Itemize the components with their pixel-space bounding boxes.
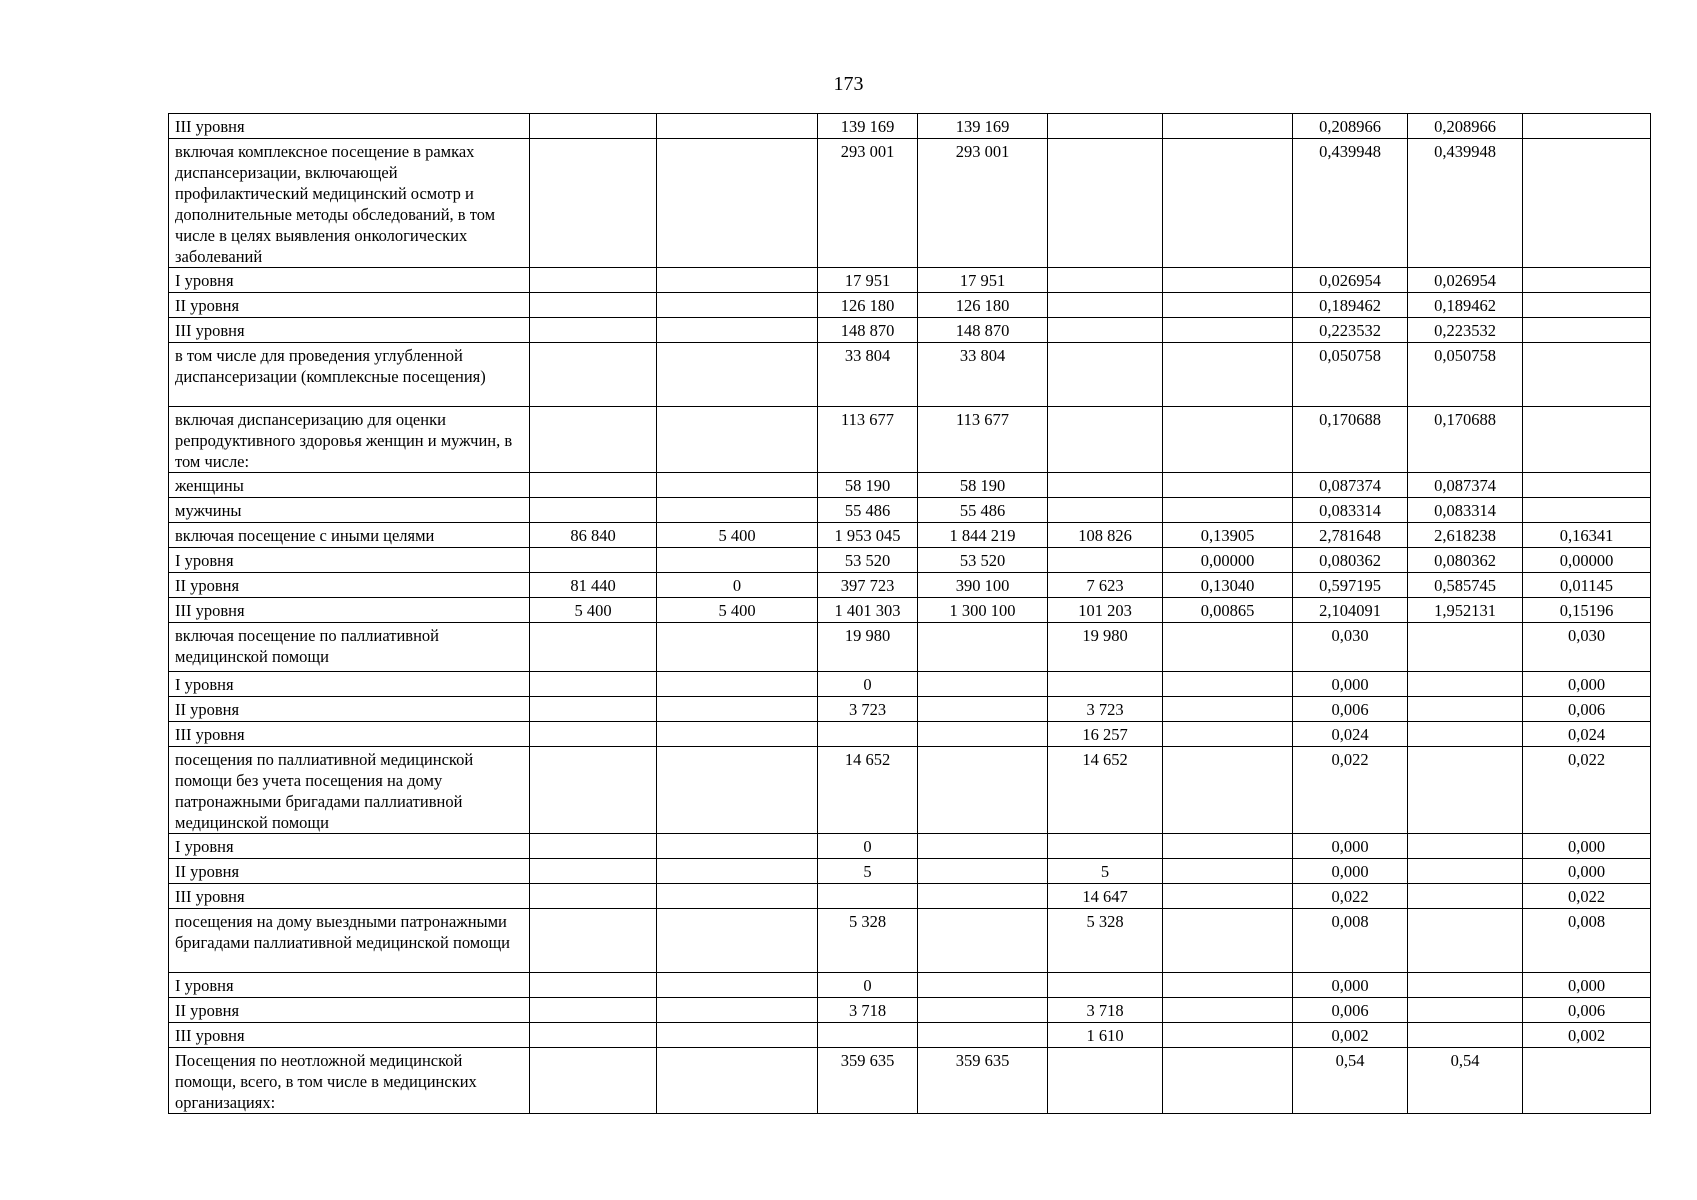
- cell-c7: 0,208966: [1293, 114, 1408, 139]
- cell-c5: [1048, 343, 1163, 407]
- cell-c1: [530, 859, 657, 884]
- cell-c8: 0,223532: [1408, 318, 1523, 343]
- row-label: включая посещение с иными целями: [169, 523, 530, 548]
- cell-c1: [530, 834, 657, 859]
- cell-c2: [657, 859, 818, 884]
- cell-c4: 390 100: [918, 573, 1048, 598]
- cell-c4: [918, 909, 1048, 973]
- cell-c7: 0,170688: [1293, 407, 1408, 473]
- cell-c2: [657, 343, 818, 407]
- cell-c7: 0,54: [1293, 1048, 1408, 1114]
- cell-c3: 139 169: [818, 114, 918, 139]
- cell-c5: [1048, 473, 1163, 498]
- cell-c3: 19 980: [818, 623, 918, 672]
- cell-c7: 0,087374: [1293, 473, 1408, 498]
- row-label: II уровня: [169, 859, 530, 884]
- cell-c8: [1408, 909, 1523, 973]
- cell-c8: [1408, 623, 1523, 672]
- cell-c5: 14 652: [1048, 747, 1163, 834]
- table-row: [169, 973, 1651, 998]
- cell-c8: 0,087374: [1408, 473, 1523, 498]
- cell-c1: [530, 139, 657, 268]
- cell-c9: [1523, 1048, 1651, 1114]
- cell-c8: 0,208966: [1408, 114, 1523, 139]
- cell-c9: 0,00000: [1523, 548, 1651, 573]
- cell-c7: 2,104091: [1293, 598, 1408, 623]
- cell-c4: [918, 697, 1048, 722]
- cell-c9: 0,000: [1523, 859, 1651, 884]
- cell-c5: 3 723: [1048, 697, 1163, 722]
- cell-c1: 5 400: [530, 598, 657, 623]
- cell-c4: [918, 834, 1048, 859]
- cell-c8: 0,54: [1408, 1048, 1523, 1114]
- cell-c6: 0,00865: [1163, 598, 1293, 623]
- row-label: I уровня: [169, 548, 530, 573]
- cell-c2: 0: [657, 573, 818, 598]
- cell-c9: [1523, 318, 1651, 343]
- cell-c9: [1523, 473, 1651, 498]
- cell-c7: 0,000: [1293, 859, 1408, 884]
- cell-c7: 0,006: [1293, 998, 1408, 1023]
- cell-c2: [657, 998, 818, 1023]
- cell-c4: 139 169: [918, 114, 1048, 139]
- cell-c4: 113 677: [918, 407, 1048, 473]
- cell-c9: 0,01145: [1523, 573, 1651, 598]
- cell-c4: [918, 973, 1048, 998]
- table-row: [169, 1023, 1651, 1048]
- cell-c3: 113 677: [818, 407, 918, 473]
- cell-c3: [818, 884, 918, 909]
- cell-c6: [1163, 1048, 1293, 1114]
- cell-c3: 5 328: [818, 909, 918, 973]
- cell-c3: [818, 722, 918, 747]
- cell-c3: 148 870: [818, 318, 918, 343]
- cell-c4: [918, 747, 1048, 834]
- cell-c5: [1048, 672, 1163, 697]
- row-label: включая посещение по паллиативной медицинской помощи: [169, 623, 530, 672]
- cell-c7: 0,223532: [1293, 318, 1408, 343]
- cell-c2: [657, 1048, 818, 1114]
- page-number: 173: [833, 73, 864, 95]
- cell-c8: [1408, 697, 1523, 722]
- row-label: посещения на дому выездными патронажными бригадами паллиативной медицинской помощи: [169, 909, 530, 973]
- table-row: [169, 834, 1651, 859]
- cell-c8: [1408, 884, 1523, 909]
- cell-c2: [657, 498, 818, 523]
- cell-c5: [1048, 548, 1163, 573]
- table-row: [169, 114, 1651, 139]
- row-label: III уровня: [169, 114, 530, 139]
- table-row: [169, 623, 1651, 672]
- row-label: включая комплексное посещение в рамках диспансеризации, включающей профилактический медицинский осмотр и дополнительные методы обследований, в том числе в целях выявления онкологических заболеваний: [169, 139, 530, 268]
- cell-c9: 0,022: [1523, 884, 1651, 909]
- cell-c8: 2,618238: [1408, 523, 1523, 548]
- cell-c9: 0,15196: [1523, 598, 1651, 623]
- cell-c2: [657, 293, 818, 318]
- row-label: II уровня: [169, 573, 530, 598]
- cell-c8: [1408, 672, 1523, 697]
- cell-c5: 14 647: [1048, 884, 1163, 909]
- cell-c6: [1163, 343, 1293, 407]
- cell-c2: 5 400: [657, 523, 818, 548]
- cell-c7: 0,439948: [1293, 139, 1408, 268]
- cell-c8: [1408, 973, 1523, 998]
- row-label: III уровня: [169, 722, 530, 747]
- row-label: в том числе для проведения углубленной диспансеризации (комплексные посещения): [169, 343, 530, 407]
- cell-c2: [657, 139, 818, 268]
- cell-c4: [918, 859, 1048, 884]
- cell-c1: [530, 998, 657, 1023]
- cell-c5: [1048, 139, 1163, 268]
- cell-c5: 5 328: [1048, 909, 1163, 973]
- cell-c9: 0,002: [1523, 1023, 1651, 1048]
- table-row: [169, 998, 1651, 1023]
- table-row: [169, 697, 1651, 722]
- cell-c6: [1163, 884, 1293, 909]
- cell-c3: 3 718: [818, 998, 918, 1023]
- cell-c5: 16 257: [1048, 722, 1163, 747]
- cell-c9: [1523, 293, 1651, 318]
- cell-c3: 53 520: [818, 548, 918, 573]
- cell-c3: 0: [818, 834, 918, 859]
- table-row: [169, 722, 1651, 747]
- cell-c1: [530, 548, 657, 573]
- cell-c2: [657, 1023, 818, 1048]
- row-label: III уровня: [169, 318, 530, 343]
- table-body: [169, 114, 1651, 1114]
- table-row: [169, 747, 1651, 834]
- cell-c3: 126 180: [818, 293, 918, 318]
- cell-c9: [1523, 139, 1651, 268]
- cell-c9: [1523, 407, 1651, 473]
- row-label: III уровня: [169, 884, 530, 909]
- cell-c5: 108 826: [1048, 523, 1163, 548]
- cell-c7: 0,050758: [1293, 343, 1408, 407]
- cell-c6: [1163, 672, 1293, 697]
- cell-c4: 17 951: [918, 268, 1048, 293]
- cell-c3: 1 953 045: [818, 523, 918, 548]
- table-row: [169, 909, 1651, 973]
- cell-c7: 2,781648: [1293, 523, 1408, 548]
- cell-c8: 0,050758: [1408, 343, 1523, 407]
- cell-c3: 5: [818, 859, 918, 884]
- cell-c8: 0,585745: [1408, 573, 1523, 598]
- cell-c1: [530, 973, 657, 998]
- cell-c1: [530, 473, 657, 498]
- cell-c2: [657, 884, 818, 909]
- cell-c8: [1408, 1023, 1523, 1048]
- cell-c5: [1048, 318, 1163, 343]
- cell-c6: [1163, 318, 1293, 343]
- cell-c8: 0,170688: [1408, 407, 1523, 473]
- cell-c6: [1163, 909, 1293, 973]
- table-row: [169, 318, 1651, 343]
- cell-c1: [530, 672, 657, 697]
- row-label: II уровня: [169, 293, 530, 318]
- cell-c1: [530, 1023, 657, 1048]
- cell-c6: [1163, 139, 1293, 268]
- cell-c1: 81 440: [530, 573, 657, 598]
- cell-c4: 126 180: [918, 293, 1048, 318]
- table-row: [169, 859, 1651, 884]
- cell-c9: [1523, 114, 1651, 139]
- cell-c8: 0,439948: [1408, 139, 1523, 268]
- row-label: включая диспансеризацию для оценки репродуктивного здоровья женщин и мужчин, в том числе:: [169, 407, 530, 473]
- cell-c7: 0,008: [1293, 909, 1408, 973]
- cell-c5: 101 203: [1048, 598, 1163, 623]
- cell-c2: [657, 973, 818, 998]
- cell-c4: 359 635: [918, 1048, 1048, 1114]
- cell-c3: 33 804: [818, 343, 918, 407]
- cell-c2: [657, 548, 818, 573]
- cell-c3: 3 723: [818, 697, 918, 722]
- cell-c6: [1163, 697, 1293, 722]
- cell-c2: [657, 268, 818, 293]
- cell-c6: [1163, 973, 1293, 998]
- cell-c6: [1163, 722, 1293, 747]
- cell-c5: [1048, 973, 1163, 998]
- cell-c9: [1523, 268, 1651, 293]
- cell-c2: [657, 473, 818, 498]
- cell-c7: 0,024: [1293, 722, 1408, 747]
- cell-c5: [1048, 1048, 1163, 1114]
- row-label: Посещения по неотложной медицинской помощи, всего, в том числе в медицинских организациях:: [169, 1048, 530, 1114]
- cell-c2: [657, 114, 818, 139]
- cell-c9: [1523, 343, 1651, 407]
- cell-c5: 19 980: [1048, 623, 1163, 672]
- cell-c1: [530, 884, 657, 909]
- cell-c7: 0,026954: [1293, 268, 1408, 293]
- cell-c7: 0,000: [1293, 672, 1408, 697]
- table-row: [169, 498, 1651, 523]
- row-label: III уровня: [169, 1023, 530, 1048]
- cell-c7: 0,022: [1293, 884, 1408, 909]
- cell-c2: [657, 697, 818, 722]
- cell-c6: [1163, 998, 1293, 1023]
- cell-c2: [657, 747, 818, 834]
- cell-c9: 0,000: [1523, 834, 1651, 859]
- cell-c8: 0,189462: [1408, 293, 1523, 318]
- cell-c2: [657, 672, 818, 697]
- cell-c8: 0,080362: [1408, 548, 1523, 573]
- cell-c1: [530, 318, 657, 343]
- table-row: [169, 407, 1651, 473]
- row-label: I уровня: [169, 834, 530, 859]
- data-table: [168, 113, 1651, 1114]
- table-row: [169, 523, 1651, 548]
- cell-c3: 0: [818, 672, 918, 697]
- row-label: I уровня: [169, 973, 530, 998]
- row-label: III уровня: [169, 598, 530, 623]
- cell-c6: [1163, 407, 1293, 473]
- cell-c3: [818, 1023, 918, 1048]
- cell-c1: [530, 722, 657, 747]
- cell-c7: 0,030: [1293, 623, 1408, 672]
- cell-c5: 7 623: [1048, 573, 1163, 598]
- cell-c8: [1408, 722, 1523, 747]
- cell-c6: [1163, 859, 1293, 884]
- cell-c8: 0,026954: [1408, 268, 1523, 293]
- cell-c9: 0,006: [1523, 998, 1651, 1023]
- cell-c1: [530, 407, 657, 473]
- cell-c4: 58 190: [918, 473, 1048, 498]
- cell-c7: 0,189462: [1293, 293, 1408, 318]
- cell-c5: [1048, 407, 1163, 473]
- cell-c9: 0,000: [1523, 672, 1651, 697]
- cell-c1: 86 840: [530, 523, 657, 548]
- cell-c1: [530, 268, 657, 293]
- row-label: II уровня: [169, 998, 530, 1023]
- cell-c4: 53 520: [918, 548, 1048, 573]
- cell-c8: 0,083314: [1408, 498, 1523, 523]
- cell-c6: [1163, 498, 1293, 523]
- table-row: [169, 1048, 1651, 1114]
- cell-c7: 0,597195: [1293, 573, 1408, 598]
- cell-c1: [530, 498, 657, 523]
- cell-c4: 55 486: [918, 498, 1048, 523]
- cell-c4: [918, 623, 1048, 672]
- table-row: [169, 598, 1651, 623]
- cell-c3: 58 190: [818, 473, 918, 498]
- cell-c1: [530, 1048, 657, 1114]
- cell-c9: 0,008: [1523, 909, 1651, 973]
- table-row: [169, 293, 1651, 318]
- table-row: [169, 139, 1651, 268]
- cell-c2: [657, 722, 818, 747]
- cell-c1: [530, 293, 657, 318]
- cell-c3: 1 401 303: [818, 598, 918, 623]
- row-label: женщины: [169, 473, 530, 498]
- cell-c9: 0,030: [1523, 623, 1651, 672]
- cell-c6: [1163, 834, 1293, 859]
- cell-c9: 0,16341: [1523, 523, 1651, 548]
- cell-c6: 0,13905: [1163, 523, 1293, 548]
- cell-c3: 293 001: [818, 139, 918, 268]
- cell-c8: 1,952131: [1408, 598, 1523, 623]
- cell-c3: 359 635: [818, 1048, 918, 1114]
- table-row: [169, 573, 1651, 598]
- cell-c7: 0,002: [1293, 1023, 1408, 1048]
- cell-c9: 0,024: [1523, 722, 1651, 747]
- cell-c6: [1163, 747, 1293, 834]
- row-label: посещения по паллиативной медицинской помощи без учета посещения на дому патронажными бригадами паллиативной медицинской помощи: [169, 747, 530, 834]
- cell-c6: [1163, 473, 1293, 498]
- cell-c5: [1048, 834, 1163, 859]
- cell-c9: 0,006: [1523, 697, 1651, 722]
- cell-c7: 0,000: [1293, 973, 1408, 998]
- cell-c7: 0,022: [1293, 747, 1408, 834]
- table-row: [169, 473, 1651, 498]
- cell-c9: [1523, 498, 1651, 523]
- cell-c3: 55 486: [818, 498, 918, 523]
- cell-c1: [530, 623, 657, 672]
- cell-c6: [1163, 623, 1293, 672]
- cell-c4: [918, 884, 1048, 909]
- cell-c1: [530, 747, 657, 834]
- cell-c6: [1163, 114, 1293, 139]
- table-row: [169, 672, 1651, 697]
- cell-c9: 0,000: [1523, 973, 1651, 998]
- cell-c4: [918, 998, 1048, 1023]
- table-row: [169, 548, 1651, 573]
- table-row: [169, 268, 1651, 293]
- cell-c7: 0,083314: [1293, 498, 1408, 523]
- cell-c1: [530, 343, 657, 407]
- row-label: I уровня: [169, 672, 530, 697]
- cell-c2: 5 400: [657, 598, 818, 623]
- row-label: мужчины: [169, 498, 530, 523]
- cell-c5: [1048, 114, 1163, 139]
- cell-c5: [1048, 268, 1163, 293]
- cell-c5: [1048, 498, 1163, 523]
- cell-c1: [530, 697, 657, 722]
- cell-c7: 0,006: [1293, 697, 1408, 722]
- cell-c5: 3 718: [1048, 998, 1163, 1023]
- table-row: [169, 343, 1651, 407]
- cell-c2: [657, 909, 818, 973]
- cell-c1: [530, 909, 657, 973]
- cell-c3: 14 652: [818, 747, 918, 834]
- cell-c9: 0,022: [1523, 747, 1651, 834]
- cell-c2: [657, 407, 818, 473]
- cell-c8: [1408, 998, 1523, 1023]
- cell-c6: [1163, 1023, 1293, 1048]
- cell-c4: 1 844 219: [918, 523, 1048, 548]
- cell-c8: [1408, 859, 1523, 884]
- cell-c8: [1408, 834, 1523, 859]
- cell-c4: 148 870: [918, 318, 1048, 343]
- cell-c1: [530, 114, 657, 139]
- cell-c2: [657, 834, 818, 859]
- cell-c2: [657, 318, 818, 343]
- cell-c5: 1 610: [1048, 1023, 1163, 1048]
- cell-c4: 293 001: [918, 139, 1048, 268]
- row-label: I уровня: [169, 268, 530, 293]
- cell-c4: [918, 722, 1048, 747]
- cell-c5: 5: [1048, 859, 1163, 884]
- cell-c6: [1163, 293, 1293, 318]
- cell-c6: 0,00000: [1163, 548, 1293, 573]
- cell-c5: [1048, 293, 1163, 318]
- cell-c7: 0,000: [1293, 834, 1408, 859]
- cell-c3: 0: [818, 973, 918, 998]
- cell-c8: [1408, 747, 1523, 834]
- cell-c3: 17 951: [818, 268, 918, 293]
- cell-c6: [1163, 268, 1293, 293]
- row-label: II уровня: [169, 697, 530, 722]
- cell-c4: [918, 672, 1048, 697]
- table-row: [169, 884, 1651, 909]
- cell-c4: [918, 1023, 1048, 1048]
- cell-c7: 0,080362: [1293, 548, 1408, 573]
- cell-c6: 0,13040: [1163, 573, 1293, 598]
- cell-c4: 33 804: [918, 343, 1048, 407]
- cell-c2: [657, 623, 818, 672]
- cell-c3: 397 723: [818, 573, 918, 598]
- cell-c4: 1 300 100: [918, 598, 1048, 623]
